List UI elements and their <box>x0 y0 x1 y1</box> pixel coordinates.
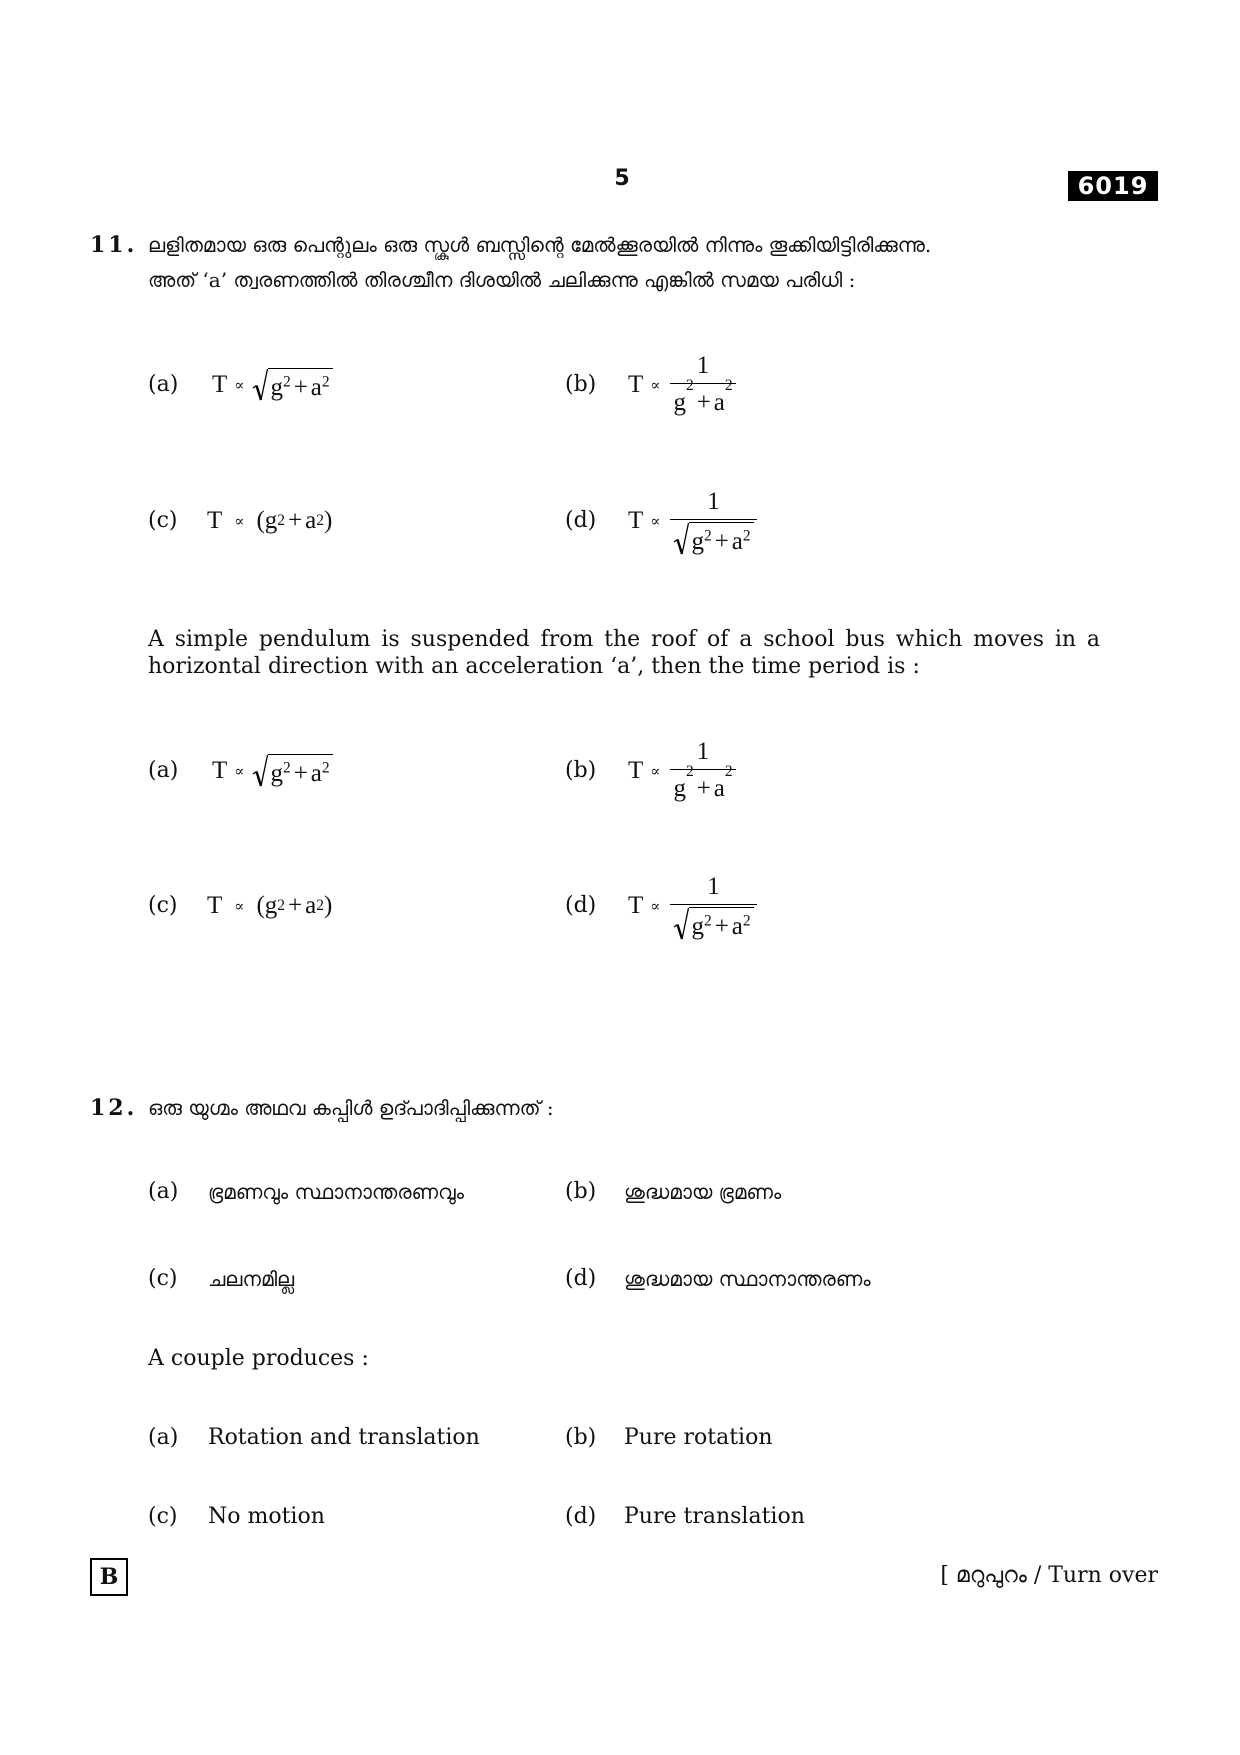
a-symbol: a <box>713 388 725 416</box>
a-symbol: a <box>310 760 322 787</box>
option-label-a: (a) <box>148 1425 179 1450</box>
option-d-text: ശുദ്ധമായ സ്ഥാനാന്തരണം <box>624 1267 871 1291</box>
radical-sign <box>252 754 268 788</box>
period-symbol: T <box>628 371 644 398</box>
q11-en-line-1: A simple pendulum is suspended from the roof of a school bus which moves in a <box>148 627 1100 652</box>
option-label-c: (c) <box>148 1504 178 1529</box>
plus-sign: + <box>714 527 729 555</box>
period-symbol: T <box>628 757 644 784</box>
option-b-formula <box>628 340 736 430</box>
option-c-text: ചലനമില്ല <box>208 1267 295 1291</box>
square-root <box>252 754 332 788</box>
g-symbol: g <box>691 527 704 555</box>
radicand <box>268 754 332 788</box>
radicand <box>268 368 332 402</box>
proportional-to-symbol: ∝ <box>650 376 661 394</box>
period-symbol: T <box>207 892 223 919</box>
right-parenthesis: ) <box>323 892 333 919</box>
proportional-to-symbol: ∝ <box>650 762 661 780</box>
g-exponent: 2 <box>685 762 694 780</box>
option-a-formula <box>212 340 333 430</box>
left-parenthesis: ( <box>256 507 265 534</box>
option-c-formula: T ∝ ( g 2 + a 2 ) <box>207 476 332 566</box>
left-parenthesis: ( <box>256 892 265 919</box>
a-exponent: 2 <box>724 762 733 780</box>
square-root <box>252 368 332 402</box>
question-number-12: 12. <box>90 1095 138 1121</box>
page-number: 5 <box>614 166 630 191</box>
period-symbol: T <box>628 507 644 534</box>
square-root <box>673 522 753 556</box>
radical-sign <box>252 368 268 402</box>
option-label-d: (d) <box>565 508 597 533</box>
option-b-text: ശുദ്ധമായ ഭ്രമണം <box>624 1180 782 1204</box>
q12-ml-text: ഒരു യുഗ്മം അഥവ കപ്പിൾ ഉദ്പാദിപ്പിക്കുന്നത് : <box>148 1096 554 1120</box>
period-symbol: T <box>628 892 644 919</box>
a-symbol: a <box>305 892 317 919</box>
option-label-a: (a) <box>148 372 179 397</box>
a-symbol: a <box>731 912 743 940</box>
fraction <box>670 351 735 420</box>
a-exponent: 2 <box>742 526 751 544</box>
numerator: 1 <box>670 487 756 520</box>
g-symbol: g <box>264 892 278 919</box>
option-d-formula <box>628 476 757 566</box>
g-exponent: 2 <box>703 526 712 544</box>
q12-en-text: A couple produces : <box>148 1346 369 1371</box>
proportional-to-symbol: ∝ <box>234 512 245 530</box>
booklet-code-box: B <box>90 1558 128 1596</box>
option-label-d: (d) <box>565 1504 597 1529</box>
g-exponent: 2 <box>282 373 291 391</box>
numerator: 1 <box>670 351 735 384</box>
fraction <box>670 737 735 806</box>
option-d-formula <box>628 861 757 951</box>
radical-sign <box>673 907 689 941</box>
numerator: 1 <box>670 872 756 905</box>
period-symbol: T <box>212 371 228 398</box>
g-exponent: 2 <box>685 376 694 394</box>
g-symbol: g <box>691 912 704 940</box>
g-exponent: 2 <box>282 759 291 777</box>
a-exponent: 2 <box>321 759 330 777</box>
option-label-b: (b) <box>565 758 597 783</box>
square-root <box>673 907 753 941</box>
a-exponent: 2 <box>321 373 330 391</box>
option-a-text: Rotation and translation <box>208 1425 480 1450</box>
g-symbol: g <box>270 760 283 787</box>
denominator <box>670 762 735 806</box>
a-symbol: a <box>713 774 725 802</box>
option-label-b: (b) <box>565 1425 597 1450</box>
option-b-formula <box>628 726 736 816</box>
option-label-c: (c) <box>148 1266 178 1291</box>
a-exponent: 2 <box>724 376 733 394</box>
option-label-d: (d) <box>565 1266 597 1291</box>
option-c-text: No motion <box>208 1504 325 1529</box>
option-label-c: (c) <box>148 893 178 918</box>
a-symbol: a <box>305 507 317 534</box>
denominator <box>670 376 735 420</box>
radicand <box>689 522 753 556</box>
fraction <box>670 872 756 941</box>
proportional-to-symbol: ∝ <box>234 762 245 780</box>
proportional-to-symbol: ∝ <box>234 897 245 915</box>
g-symbol: g <box>673 388 686 416</box>
a-symbol: a <box>310 374 322 401</box>
a-symbol: a <box>731 527 743 555</box>
fraction <box>670 487 756 556</box>
proportional-to-symbol: ∝ <box>650 512 661 530</box>
denominator <box>670 520 756 556</box>
option-a-formula <box>212 726 333 816</box>
q11-ml-line-1: ലളിതമായ ഒരു പെന്റുലം ഒരു സ്കൂൾ ബസ്സിന്റെ മേൽക്കൂരയിൽ നിന്നും തൂക്കിയിട്ടിരിക്കുന്നു. <box>148 233 932 257</box>
option-label-b: (b) <box>565 372 597 397</box>
option-label-d: (d) <box>565 893 597 918</box>
plus-sign: + <box>293 374 308 401</box>
g-symbol: g <box>673 774 686 802</box>
a-exponent: 2 <box>742 911 751 929</box>
g-symbol: g <box>270 374 283 401</box>
g-exponent: 2 <box>703 911 712 929</box>
proportional-to-symbol: ∝ <box>234 376 245 394</box>
option-label-c: (c) <box>148 508 178 533</box>
g-symbol: g <box>264 507 278 534</box>
plus-sign: + <box>288 892 303 919</box>
plus-sign: + <box>696 774 711 802</box>
radical-sign <box>673 522 689 556</box>
q11-ml-line-2: അത് ‘a’ ത്വരണത്തിൽ തിരശ്ചീന ദിശയിൽ ചലിക്കുന്നു എങ്കിൽ സമയ പരിധി : <box>148 268 856 292</box>
option-label-a: (a) <box>148 1179 179 1204</box>
plus-sign: + <box>288 507 303 534</box>
q11-en-line-2: horizontal direction with an acceleration ‘a’, then the time period is : <box>148 654 920 679</box>
option-a-text: ഭ്രമണവും സ്ഥാനാന്തരണവും <box>208 1180 465 1204</box>
numerator: 1 <box>670 737 735 770</box>
radicand <box>689 907 753 941</box>
option-b-text: Pure rotation <box>624 1425 773 1450</box>
denominator <box>670 905 756 941</box>
option-d-text: Pure translation <box>624 1504 805 1529</box>
paper-code-badge: 6019 <box>1068 171 1158 201</box>
right-parenthesis: ) <box>323 507 333 534</box>
option-label-b: (b) <box>565 1179 597 1204</box>
option-c-formula: T ∝ ( g 2 + a 2 ) <box>207 861 332 951</box>
turn-over-note: [ മറുപുറം / Turn over <box>940 1563 1158 1588</box>
option-label-a: (a) <box>148 758 179 783</box>
plus-sign: + <box>293 760 308 787</box>
question-number-11: 11. <box>90 232 138 258</box>
plus-sign: + <box>696 388 711 416</box>
plus-sign: + <box>714 912 729 940</box>
period-symbol: T <box>212 757 228 784</box>
proportional-to-symbol: ∝ <box>650 897 661 915</box>
period-symbol: T <box>207 507 223 534</box>
